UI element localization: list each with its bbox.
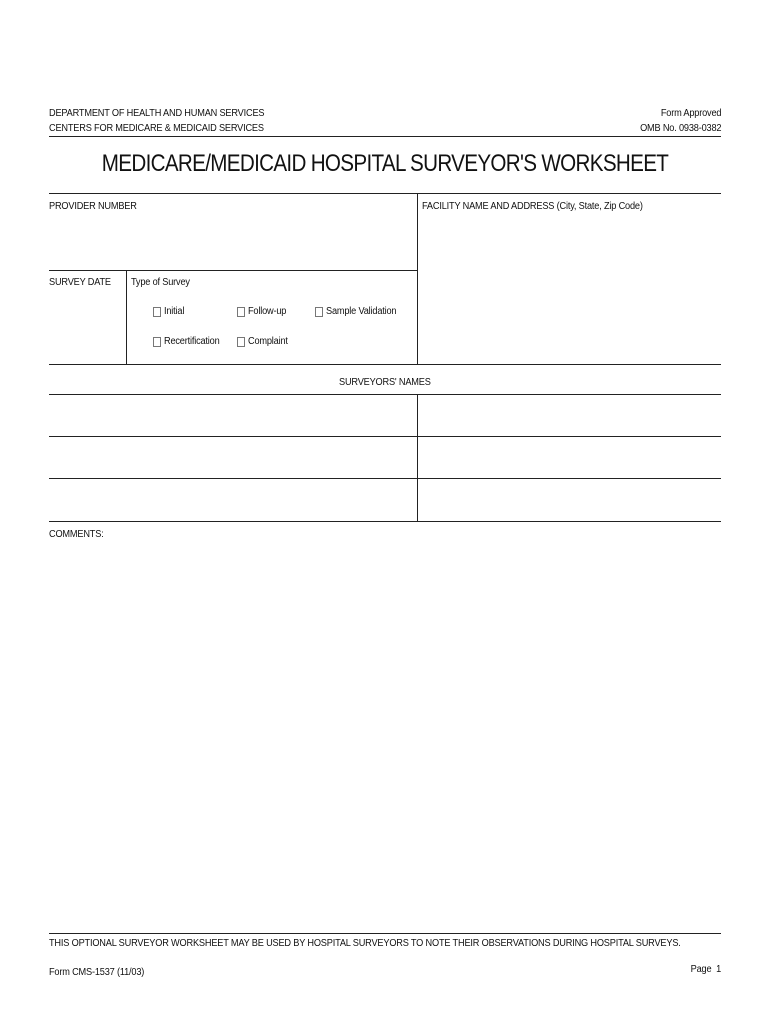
header-rule [49,136,721,137]
surveyor-name-field[interactable] [418,479,720,521]
agency-line-2: CENTERS FOR MEDICARE & MEDICAID SERVICES [49,123,264,134]
survey-type-label: Type of Survey [131,277,190,288]
surveyor-name-field[interactable] [418,437,720,478]
complaint-label: Complaint [248,336,288,347]
survey-date-field[interactable] [49,290,126,362]
page-title: MEDICARE/MEDICAID HOSPITAL SURVEYOR'S WORKSHEET [101,150,669,177]
facility-divider [417,193,418,364]
agency-block [49,106,283,136]
surveyor-name-field[interactable] [418,395,720,436]
survey-date-label: SURVEY DATE [49,277,111,288]
follow-up-label: Follow-up [248,306,287,317]
survey-type-sample-validation[interactable] [315,306,402,317]
surveyors-heading: SURVEYORS' NAMES [339,377,431,388]
surveyor-name-field[interactable] [49,437,416,478]
provider-number-label: PROVIDER NUMBER [49,201,137,212]
survey-date-rule [49,270,417,271]
survey-type-divider [126,270,127,364]
follow-up-checkbox[interactable] [237,307,245,317]
footer-note: THIS OPTIONAL SURVEYOR WORKSHEET MAY BE USED BY HOSPITAL SURVEYORS TO NOTE THEIR OBSERVATIONS DURING HOSPITAL SURVEYS. [49,938,681,949]
surveyors-heading-wrap [0,372,770,390]
survey-type-recertification[interactable] [153,336,224,347]
sample-validation-label: Sample Validation [326,306,397,317]
page-number: Page 1 [690,964,721,975]
survey-type-initial[interactable] [153,306,186,317]
comments-field[interactable] [49,544,721,930]
surveyors-top-rule [49,364,721,365]
complaint-checkbox[interactable] [237,337,245,347]
approval-block [633,106,721,136]
facility-label: FACILITY NAME AND ADDRESS (City, State, Zip Code) [422,201,643,212]
survey-type-complaint[interactable] [237,336,291,347]
agency-line-1: DEPARTMENT OF HEALTH AND HUMAN SERVICES [49,108,265,119]
initial-checkbox[interactable] [153,307,161,317]
form-top-rule [49,193,721,194]
recertification-label: Recertification [164,336,220,347]
surveyor-name-field[interactable] [49,395,416,436]
initial-label: Initial [164,306,185,317]
form-approved-label: Form Approved [660,108,721,119]
sample-validation-checkbox[interactable] [315,307,323,317]
facility-field[interactable] [422,214,720,362]
footer-rule [49,933,721,934]
surveyor-name-field[interactable] [49,479,416,521]
recertification-checkbox[interactable] [153,337,161,347]
provider-number-field[interactable] [49,212,417,270]
comments-label: COMMENTS: [49,529,104,540]
survey-type-follow-up[interactable] [237,306,290,317]
omb-number: OMB No. 0938-0382 [639,123,721,134]
form-number: Form CMS-1537 (11/03) [49,967,145,978]
surveyors-bottom-rule [49,521,721,522]
